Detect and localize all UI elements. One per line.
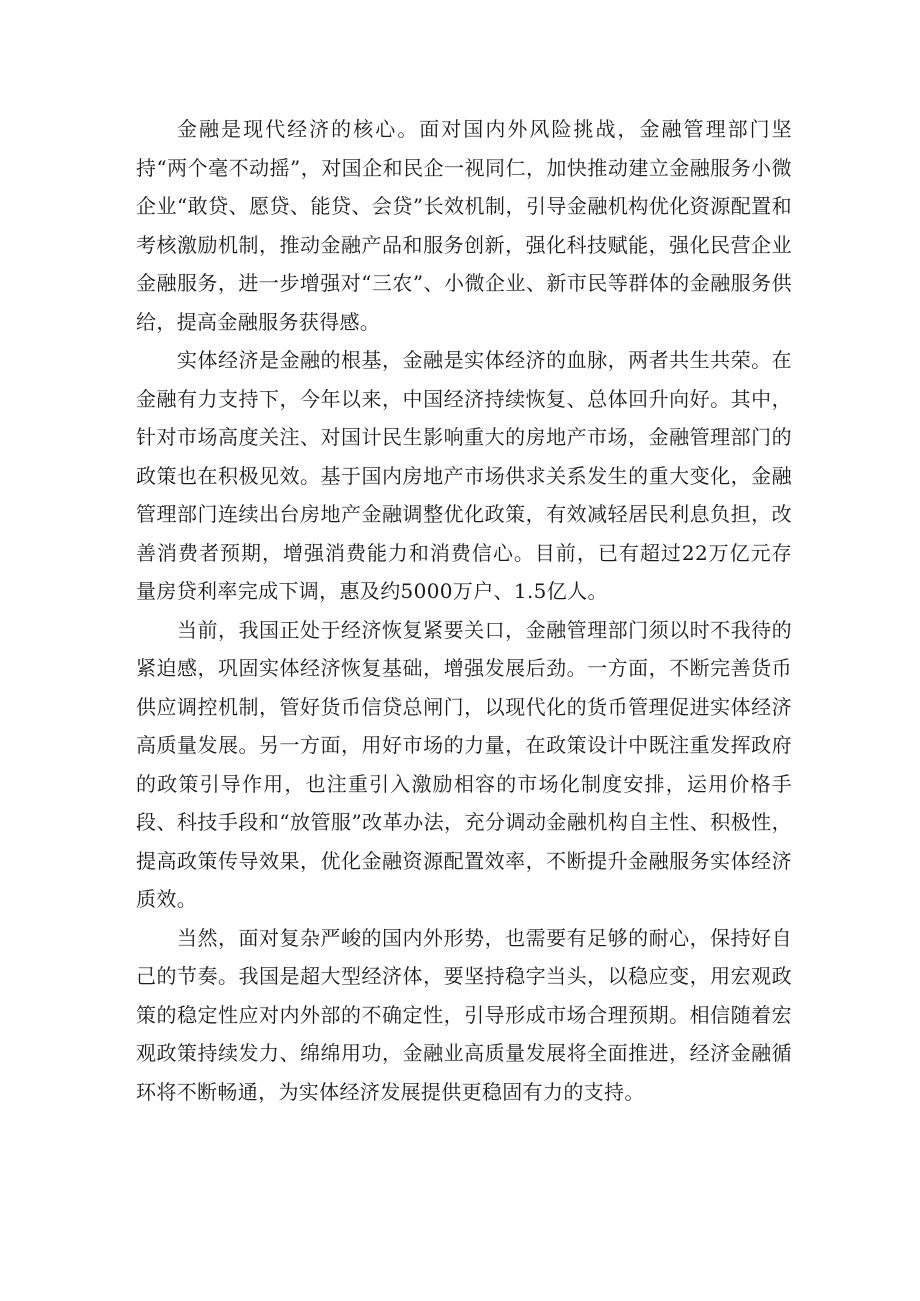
paragraph-1: 金融是现代经济的核心。面对国内外风险挑战，金融管理部门坚持“两个毫不动摇”，对国企和民企一视同仁，加快推动建立金融服务小微企业“敢贷、愿贷、能贷、会贷”长效机制，引导金融机构优化资源配置和考核激励机制，推动金融产品和服务创新，强化科技赋能，强化民营企业金融服务，进一步增强对“三农”、小微企业、新市民等群体的金融服务供给，提高金融服务获得感。 <box>136 117 792 334</box>
paragraph-4: 当然，面对复杂严峻的国内外形势，也需要有足够的耐心，保持好自己的节奏。我国是超大型经济体，要坚持稳字当头，以稳应变，用宏观政策的稳定性应对内外部的不确定性，引导形成市场合理预期。相信随着宏观政策持续发力、绵绵用功，金融业高质量发展将全面推进，经济金融循环将不断畅通，为实体经济发展提供更稳固有力的支持。 <box>136 925 792 1104</box>
article-body <box>136 110 792 1111</box>
paragraph-3: 当前，我国正处于经济恢复紧要关口，金融管理部门须以时不我待的紧迫感，巩固实体经济恢复基础，增强发展后劲。一方面，不断完善货币供应调控机制，管好货币信贷总闸门，以现代化的货币管理促进实体经济高质量发展。另一方面，用好市场的力量，在政策设计中既注重发挥政府的政策引导作用，也注重引入激励相容的市场化制度安排，运用价格手段、科技手段和“放管服”改革办法，充分调动金融机构自主性、积极性，提高政策传导效果，优化金融资源配置效率，不断提升金融服务实体经济质效。 <box>136 617 792 911</box>
paragraph-2: 实体经济是金融的根基，金融是实体经济的血脉，两者共生共荣。在金融有力支持下，今年以来，中国经济持续恢复、总体回升向好。其中，针对市场高度关注、对国计民生影响重大的房地产市场，金融管理部门的政策也在积极见效。基于国内房地产市场供求关系发生的重大变化，金融管理部门连续出台房地产金融调整优化政策，有效减轻居民利息负担，改善消费者预期，增强消费能力和消费信心。目前，已有超过22万亿元存量房贷利率完成下调，惠及约5000万户、1.5亿人。 <box>136 348 792 603</box>
